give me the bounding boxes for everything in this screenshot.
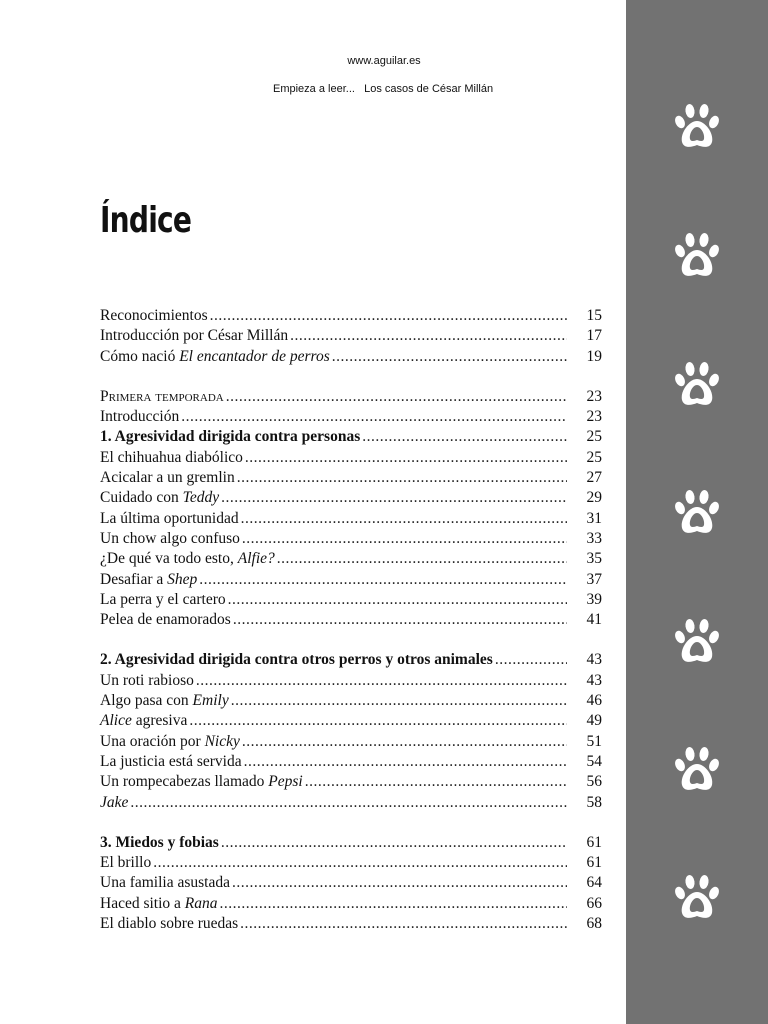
dot-leader	[240, 914, 567, 934]
toc-page-number: 25	[586, 448, 602, 466]
toc-entry	[100, 833, 602, 853]
toc-entry-title-italic: Alfie?	[237, 550, 275, 568]
toc-page-number: 23	[586, 387, 602, 405]
toc-page-number: 25	[586, 428, 602, 446]
toc-entry-title-text: Cómo nació	[100, 347, 180, 365]
toc-entry-title-italic: Shep	[167, 570, 198, 588]
toc-entry-title	[100, 570, 197, 590]
toc-entry-title	[100, 387, 224, 407]
toc-entry-title-italic: Pepsi	[268, 773, 303, 791]
paw-print-icon	[672, 103, 722, 151]
toc-entry-title	[100, 671, 194, 691]
toc-entry-title-text: El chihuahua diabólico	[100, 448, 243, 466]
toc-page-number: 19	[586, 347, 602, 365]
decorative-sidebar	[626, 0, 768, 1024]
toc-entry-title-text: Reconocimientos	[100, 307, 208, 324]
paw-print-icon	[672, 874, 722, 922]
toc-entry	[100, 772, 602, 792]
toc-entry-title-text: La perra y el cartero	[100, 590, 226, 608]
toc-entry-title	[100, 853, 151, 873]
toc-entry-title	[100, 752, 242, 772]
toc-entry	[100, 610, 602, 630]
paw-print-icon	[672, 618, 722, 666]
dot-leader	[181, 407, 567, 427]
toc-entry-title-text: Un rompecabezas llamado	[100, 773, 269, 791]
toc-entry-title-text: La última oportunidad	[100, 509, 239, 527]
toc-page-number: 68	[586, 915, 602, 933]
toc-page-number: 35	[586, 550, 602, 568]
toc-entry	[100, 590, 602, 610]
toc-page-number: 23	[586, 408, 602, 426]
toc-entry-title-text: Un chow algo confuso	[100, 529, 240, 547]
toc-page-number: 37	[586, 570, 602, 588]
table-of-contents	[100, 306, 602, 934]
dot-leader	[242, 529, 567, 549]
toc-page-number: 31	[586, 509, 602, 527]
dot-leader	[220, 894, 567, 914]
paw-print-icon	[672, 361, 722, 409]
toc-entry-title	[100, 529, 240, 549]
toc-entry-title	[100, 894, 218, 914]
dot-leader	[290, 326, 567, 346]
toc-entry	[100, 793, 602, 813]
toc-entry-title	[100, 488, 219, 508]
toc-entry-title	[100, 650, 493, 670]
dot-leader	[241, 509, 567, 529]
dot-leader	[332, 347, 567, 367]
toc-entry-title	[100, 427, 360, 447]
toc-entry	[100, 488, 602, 508]
toc-entry-title	[100, 448, 243, 468]
toc-entry-title-text: Una oración por	[100, 732, 205, 750]
dot-leader	[221, 488, 567, 508]
toc-page-number: 66	[586, 894, 602, 912]
toc-entry-title-text: El diablo sobre ruedas	[100, 915, 239, 933]
toc-entry-title	[100, 914, 238, 934]
toc-entry-title-text: 2. Agresividad dirigida contra otros perros y otros animales	[100, 651, 493, 669]
toc-entry-title	[100, 326, 288, 346]
toc-entry-title-text: Haced sitio a	[100, 894, 185, 912]
toc-entry-title-italic: Emily	[192, 692, 229, 710]
toc-entry	[100, 306, 602, 326]
toc-page-number: 41	[586, 611, 602, 629]
toc-entry-title	[100, 509, 239, 529]
toc-page-number: 15	[586, 307, 602, 324]
toc-entry	[100, 326, 602, 346]
toc-entry-title-text: Algo pasa con	[100, 692, 193, 710]
toc-entry	[100, 549, 602, 569]
toc-entry-title	[100, 711, 187, 731]
dot-leader	[231, 691, 567, 711]
toc-entry-title-text: Cuidado con	[100, 489, 183, 507]
toc-entry	[100, 711, 602, 731]
toc-entry	[100, 407, 602, 427]
toc-entry-title-italic: Teddy	[182, 489, 220, 507]
toc-entry-title-text: 3. Miedos y fobias	[100, 833, 219, 851]
toc-page-number: 46	[586, 692, 602, 710]
toc-entry-title-text: agresiva	[131, 712, 188, 730]
toc-entry-title-text: ¿De qué va todo esto,	[100, 550, 238, 568]
toc-entry	[100, 691, 602, 711]
dot-leader	[244, 752, 567, 772]
toc-entry	[100, 448, 602, 468]
toc-entry-title	[100, 873, 230, 893]
toc-entry-title-text: La justicia está servida	[100, 752, 242, 770]
toc-entry	[100, 671, 602, 691]
toc-entry	[100, 570, 602, 590]
toc-page-number: 61	[586, 833, 602, 851]
toc-page-number: 29	[586, 489, 602, 507]
dot-leader	[277, 549, 567, 569]
dot-leader	[226, 387, 567, 407]
toc-entry-title	[100, 347, 330, 367]
dot-leader	[233, 610, 567, 630]
toc-entry	[100, 752, 602, 772]
toc-entry-title-text: Introducción	[100, 408, 180, 426]
toc-entry-title	[100, 549, 275, 569]
toc-page-number: 51	[586, 732, 602, 750]
dot-leader	[199, 570, 567, 590]
dot-leader	[153, 853, 567, 873]
toc-entry-title	[100, 407, 179, 427]
toc-page-number: 49	[586, 712, 602, 730]
toc-entry-title-text: Introducción por César Millán	[100, 327, 289, 345]
toc-entry-title-italic: Alice	[100, 712, 132, 730]
toc-entry-title-italic: Nicky	[204, 732, 240, 750]
toc-entry-title-italic: Jake	[100, 793, 129, 811]
toc-entry	[100, 732, 602, 752]
toc-entry	[100, 650, 602, 670]
toc-page-number: 27	[586, 469, 602, 487]
header-subtitle: Empieza a leer... Los casos de César Millán	[273, 83, 494, 95]
toc-entry	[100, 894, 602, 914]
toc-entry-title	[100, 772, 303, 792]
toc-entry	[100, 387, 602, 407]
toc-entry	[100, 853, 602, 873]
toc-page-number: 43	[586, 651, 602, 669]
toc-entry	[100, 468, 602, 488]
toc-entry-title	[100, 590, 226, 610]
toc-entry-title	[100, 732, 240, 752]
toc-page-number: 39	[586, 590, 602, 608]
toc-page-number: 61	[586, 854, 602, 872]
toc-page-number: 43	[586, 671, 602, 689]
dot-leader	[189, 711, 567, 731]
toc-page-number: 58	[586, 793, 602, 811]
toc-entry	[100, 914, 602, 934]
toc-entry	[100, 529, 602, 549]
toc-entry	[100, 873, 602, 893]
toc-entry-title	[100, 468, 235, 488]
toc-entry-title-text: Pelea de enamorados	[100, 611, 231, 629]
toc-entry-title-italic: Rana	[184, 894, 218, 912]
header-url[interactable]: www.aguilar.es	[347, 55, 421, 67]
toc-entry-title	[100, 306, 208, 326]
toc-entry-title-text: El brillo	[100, 854, 152, 872]
dot-leader	[232, 873, 567, 893]
toc-page-number: 64	[586, 874, 602, 892]
dot-leader	[228, 590, 567, 610]
toc-entry	[100, 347, 602, 367]
dot-leader	[210, 306, 567, 326]
toc-entry-title	[100, 793, 128, 813]
dot-leader	[237, 468, 567, 488]
toc-page-number: 56	[586, 773, 602, 791]
toc-entry	[100, 427, 602, 447]
toc-entry-title-text: Primera temporada	[100, 387, 224, 405]
toc-entry-title-text: Una familia asustada	[100, 874, 230, 892]
page-title: Índice	[100, 200, 192, 241]
toc-entry-title-text: Acicalar a un gremlin	[100, 469, 235, 487]
toc-entry-title-text: Desafiar a	[100, 570, 168, 588]
dot-leader	[305, 772, 567, 792]
toc-entry	[100, 509, 602, 529]
toc-entry-title	[100, 610, 231, 630]
dot-leader	[495, 650, 567, 670]
toc-entry-title	[100, 691, 229, 711]
dot-leader	[242, 732, 567, 752]
toc-entry-title	[100, 833, 219, 853]
toc-page-number: 17	[586, 327, 602, 345]
paw-print-icon	[672, 746, 722, 794]
dot-leader	[245, 448, 567, 468]
paw-print-icon	[672, 489, 722, 537]
dot-leader	[196, 671, 567, 691]
toc-page-number: 54	[586, 752, 602, 770]
dot-leader	[221, 833, 567, 853]
toc-entry-title-text: 1. Agresividad dirigida contra personas	[100, 428, 361, 446]
toc-entry-title-text: Un roti rabioso	[100, 671, 194, 689]
toc-page-number: 33	[586, 529, 602, 547]
paw-print-icon	[672, 232, 722, 280]
toc-entry-title-italic: El encantador de perros	[179, 347, 330, 365]
dot-leader	[362, 427, 567, 447]
dot-leader	[130, 793, 567, 813]
